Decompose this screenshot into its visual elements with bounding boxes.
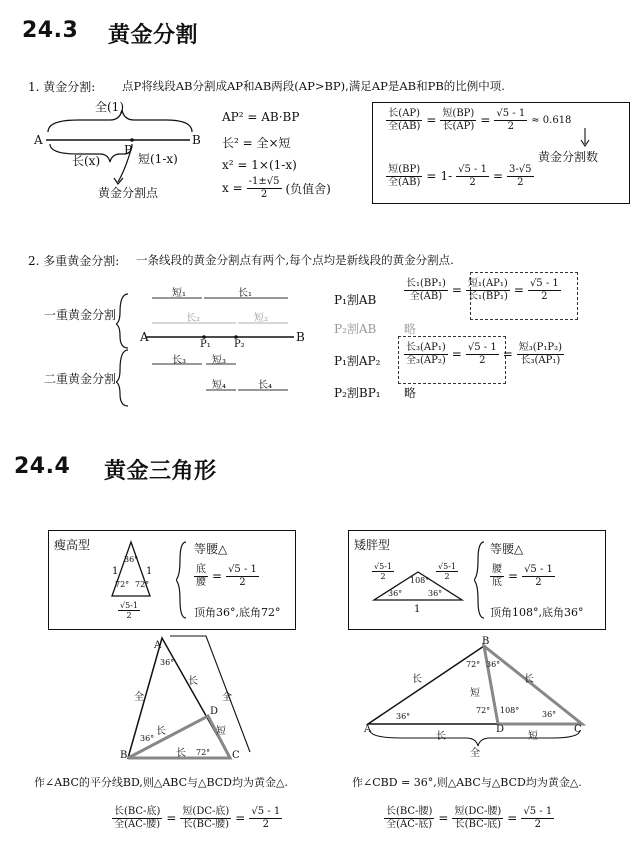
thin-value-den: 2 bbox=[239, 576, 246, 588]
label-long3: 长₃ bbox=[172, 355, 187, 366]
m2-a-den: 全₃(AP₂) bbox=[406, 354, 446, 366]
r2-c bbox=[507, 164, 533, 188]
thin-side-left: 1 bbox=[112, 566, 119, 577]
fat-brace bbox=[474, 540, 486, 620]
brace-second bbox=[116, 350, 128, 406]
rf-angle-72-D: 72° bbox=[476, 706, 491, 715]
multi-ratio-2: $\frac{\text{长₃(AP₁)}}{\text{全₃(AP₂)}}$ = $\frac{√5 - 1}{2}$ = $\frac{\text{短₃(P₁P₂)}}{\text{长₃(AP₁)}}$ bbox=[406, 342, 563, 366]
fat-side-left-frac bbox=[372, 562, 394, 581]
m1-a-den: 全(AB) bbox=[409, 290, 443, 302]
thin-ratio: $\frac{\text{底}}{\text{腰}}$ = $\frac{√5 - 1}{2}$ bbox=[196, 564, 257, 588]
r1-a bbox=[386, 108, 422, 132]
fat-base-angle-left: 36° bbox=[388, 589, 403, 598]
rf-angle-72-B: 72° bbox=[466, 660, 481, 669]
m2-b-num: √5 - 1 bbox=[467, 342, 497, 353]
paragraph-1-label: 1. 黄金分割: bbox=[28, 80, 96, 94]
thin-apex-angle: 36° bbox=[124, 555, 139, 564]
r2-b-num: √5 - 1 bbox=[458, 164, 487, 175]
rf-label-whole: 全 bbox=[470, 748, 480, 759]
fat-apex-angle: 108° bbox=[410, 576, 430, 585]
thin-brace bbox=[176, 540, 188, 620]
omit-2: 略 bbox=[404, 386, 417, 400]
lf-label-long-2: 长 bbox=[156, 726, 166, 737]
rf-label-C: C bbox=[574, 724, 582, 735]
label-short3: 短₃ bbox=[212, 355, 227, 366]
m1-b bbox=[466, 278, 510, 302]
r2-b-den: 2 bbox=[469, 176, 476, 188]
right-golden-triangle-figure bbox=[362, 640, 598, 764]
fat-side-right bbox=[436, 562, 458, 581]
rf-label-A: A bbox=[364, 724, 372, 735]
r1-a-den: 全(AB) bbox=[388, 120, 421, 132]
eq4-num: -1±√5 bbox=[248, 176, 280, 187]
rf-angle-36-C: 36° bbox=[542, 710, 557, 719]
r1-a-num: 长(AP) bbox=[388, 108, 421, 119]
lf-a-num: 长(BC-底) bbox=[114, 806, 161, 817]
lf-c bbox=[249, 806, 282, 830]
rf-label-short-1: 短 bbox=[470, 688, 480, 699]
label-long4: 长₄ bbox=[258, 380, 273, 391]
rf-label-long-3: 长 bbox=[436, 731, 446, 742]
lf-b-num: 短(DC-底) bbox=[182, 806, 230, 817]
r2-b-lead: 1- bbox=[440, 169, 453, 183]
lf-label-A: A bbox=[154, 640, 162, 651]
lf-c-den: 2 bbox=[262, 818, 269, 830]
lf-label-whole-right: 全 bbox=[222, 692, 232, 703]
label-P2: P₂ bbox=[234, 339, 245, 350]
fat-ratio-num: 腰 bbox=[492, 564, 502, 575]
m1-c-num: √5 - 1 bbox=[529, 278, 559, 289]
r2-c-den: 2 bbox=[517, 176, 524, 188]
eq4-fraction bbox=[247, 176, 282, 200]
golden-number-arrow bbox=[578, 128, 592, 148]
whole-side-bracket bbox=[170, 636, 250, 752]
fat-base: 1 bbox=[414, 604, 421, 615]
lf-angle-36-B: 36° bbox=[140, 734, 155, 743]
r2-b bbox=[456, 164, 489, 188]
thin-ratio-frac bbox=[194, 564, 208, 588]
fat-base-angle-right: 36° bbox=[428, 589, 443, 598]
fat-side-left-num: √5-1 bbox=[374, 562, 392, 571]
rf-angle-36-B: 36° bbox=[486, 660, 501, 669]
r2-a-den: 全(AB) bbox=[388, 176, 421, 188]
label-short4: 短₄ bbox=[212, 380, 227, 391]
lf-label-D: D bbox=[210, 706, 219, 717]
thin-ratio-den: 腰 bbox=[196, 576, 206, 588]
eq4-den: 2 bbox=[260, 188, 268, 200]
r1-b bbox=[440, 108, 476, 132]
fat-side-left bbox=[372, 562, 394, 581]
right-final-ratio: $\frac{\text{长(BC-腰)}}{\text{全(AC-底)}}$ = $\frac{\text{短(DC-腰)}}{\text{长(BC-底)}}$ = $\frac{√5 - 1}{2}$ bbox=[386, 806, 553, 830]
equation-1: AP² = AB·BP bbox=[222, 110, 300, 124]
rf-angle-36-A: 36° bbox=[396, 712, 411, 721]
paragraph-2-label: 2. 多重黄金分割: bbox=[28, 254, 120, 268]
eq4-lhs: x = bbox=[222, 181, 243, 195]
m2-a bbox=[404, 342, 448, 366]
first-split-label: 一重黄金分割 bbox=[44, 308, 117, 322]
label-short1: 短₁ bbox=[172, 288, 187, 299]
lf-label-whole-left: 全 bbox=[134, 692, 144, 703]
label-B-2: B bbox=[296, 330, 305, 344]
label-whole: 全(1) bbox=[95, 100, 124, 114]
m2-b bbox=[466, 342, 499, 366]
m1-a bbox=[404, 278, 448, 302]
point-P-dot bbox=[130, 138, 134, 142]
right-caption: 作∠CBD = 36°,则△ABC与△BCD均为黄金△. bbox=[352, 776, 582, 789]
label-long2: 长₂ bbox=[186, 313, 201, 324]
rf-label-long-2: 长 bbox=[524, 674, 534, 685]
rf-a-num: 长(BC-腰) bbox=[386, 806, 433, 817]
r1-b-num: 短(BP) bbox=[442, 108, 475, 119]
label-golden-point: 黄金分割点 bbox=[98, 186, 159, 200]
cut-label-4: P₂割BP₁ bbox=[334, 386, 381, 400]
r2-c-num: 3-√5 bbox=[509, 164, 532, 175]
fat-angles: 顶角108°,底角36° bbox=[490, 606, 584, 619]
thin-base-den: 2 bbox=[126, 611, 132, 621]
fat-side-right-frac bbox=[436, 562, 458, 581]
thin-ratio-num: 底 bbox=[196, 564, 206, 575]
paragraph-2-text: 一条线段的黄金分割点有两个,每个点均是新线段的黄金分割点. bbox=[136, 253, 454, 267]
rf-b-den: 长(BC-底) bbox=[454, 818, 502, 830]
lf-angle-72-C: 72° bbox=[196, 748, 211, 757]
thin-side-right: 1 bbox=[146, 566, 153, 577]
paragraph-1-text: 点P将线段AB分割成AP和AB两段(AP>BP),满足AP是AB和PB的比例中项. bbox=[122, 79, 505, 93]
cut-label-1: P₁割AB bbox=[334, 293, 377, 307]
lf-b bbox=[180, 806, 231, 830]
multi-ratio-1: $\frac{\text{长₁(BP₁)}}{\text{全(AB)}}$ = $\frac{\text{短₁(AP₁)}}{\text{长₁(BP₁)}}$ = $\frac{√5 - 1}{2}$ bbox=[406, 278, 559, 302]
label-short2: 短₂ bbox=[254, 313, 269, 324]
r1-b-den: 长(AP) bbox=[442, 120, 475, 132]
m2-b-den: 2 bbox=[479, 354, 486, 366]
fat-side-right-num: √5-1 bbox=[438, 562, 456, 571]
cut-label-2: P₂割AB bbox=[334, 322, 377, 336]
section-number-24-4: 24.4 bbox=[14, 454, 71, 479]
lf-label-long-3: 长 bbox=[176, 748, 186, 759]
m1-c bbox=[528, 278, 561, 302]
thin-type-label: 瘦高型 bbox=[54, 538, 91, 552]
label-P: P bbox=[124, 143, 133, 157]
triangle-BCD-right bbox=[484, 646, 582, 724]
m2-a-num: 长₃(AP₁) bbox=[406, 342, 446, 353]
lf-label-short: 短 bbox=[216, 726, 226, 737]
label-P1: P₁ bbox=[200, 339, 211, 350]
rf-c-num: √5 - 1 bbox=[523, 806, 553, 817]
thin-value-num: √5 - 1 bbox=[228, 564, 257, 575]
thin-base-angle-right: 72° bbox=[135, 580, 150, 589]
fat-side-right-den: 2 bbox=[444, 572, 450, 582]
r2-a-num: 短(BP) bbox=[388, 164, 421, 175]
m2-c-num: 短₃(P₁P₂) bbox=[518, 342, 563, 353]
rf-a bbox=[384, 806, 434, 830]
brace-first bbox=[116, 294, 128, 348]
fat-type-label: 矮胖型 bbox=[354, 538, 391, 552]
fat-ratio-frac bbox=[490, 564, 504, 588]
label-B: B bbox=[192, 133, 201, 147]
ratio-row-2: $\frac{\text{短(BP)}}{\text{全(AB)}}$ = 1- $\frac{√5 - 1}{2}$ = $\frac{3-√5}{2}$ bbox=[388, 164, 532, 188]
eq4-note: (负值舍) bbox=[285, 181, 331, 196]
fat-isosceles: 等腰△ bbox=[490, 542, 524, 556]
thin-angles: 顶角36°,底角72° bbox=[194, 606, 281, 619]
omit-1: 略 bbox=[404, 322, 417, 336]
label-A: A bbox=[34, 133, 43, 147]
lf-angle-36-apex: 36° bbox=[160, 658, 175, 667]
golden-number-label: 黄金分割数 bbox=[538, 150, 599, 164]
m1-b-num: 短₁(AP₁) bbox=[468, 278, 508, 289]
thin-value-frac bbox=[226, 564, 259, 588]
fat-value-num: √5 - 1 bbox=[524, 564, 553, 575]
label-long-x: 长(x) bbox=[72, 154, 101, 168]
lf-label-C: C bbox=[232, 750, 240, 761]
fat-value-den: 2 bbox=[535, 576, 542, 588]
section-title-golden-triangle: 黄金三角形 bbox=[104, 459, 217, 484]
r1-c bbox=[494, 108, 527, 132]
m2-c bbox=[517, 342, 564, 366]
equation-4 bbox=[222, 176, 331, 200]
lf-c-num: √5 - 1 bbox=[251, 806, 281, 817]
r1-approx: ≈ 0.618 bbox=[531, 114, 572, 126]
rf-label-short-2: 短 bbox=[528, 731, 538, 742]
rf-label-B: B bbox=[482, 636, 490, 647]
label-A-2: A bbox=[140, 330, 149, 344]
rf-label-D: D bbox=[496, 724, 505, 735]
thin-base-num: √5-1 bbox=[120, 601, 138, 610]
cut-label-3: P₁割AP₂ bbox=[334, 354, 381, 368]
equation-2: 长² = 全×短 bbox=[222, 136, 291, 150]
lf-label-B: B bbox=[120, 750, 128, 761]
ratio-row-1: $\frac{\text{长(AP)}}{\text{全(AB)}}$ = $\frac{\text{短(BP)}}{\text{长(AP)}}$ = $\frac{√5 - 1}{2}$ ≈ 0.618 bbox=[388, 108, 572, 132]
section-title-golden-section: 黄金分割 bbox=[108, 23, 199, 48]
fat-ratio-den: 底 bbox=[492, 576, 502, 588]
rf-c bbox=[521, 806, 554, 830]
left-caption: 作∠ABC的平分线BD,则△ABC与△BCD均为黄金△. bbox=[34, 776, 288, 789]
rf-a-den: 全(AC-底) bbox=[386, 818, 433, 830]
lf-a-den: 全(AC-腰) bbox=[114, 818, 161, 830]
thin-base-frac bbox=[118, 601, 140, 620]
fat-value-frac bbox=[522, 564, 555, 588]
fat-side-left-den: 2 bbox=[380, 572, 386, 582]
second-split-label: 二重黄金分割 bbox=[44, 372, 117, 386]
label-short: 短(1-x) bbox=[138, 152, 178, 166]
lf-a bbox=[112, 806, 162, 830]
m2-c-den: 长₃(AP₁) bbox=[520, 354, 561, 366]
m1-c-den: 2 bbox=[541, 290, 548, 302]
section-number-24-3: 24.3 bbox=[22, 18, 79, 43]
m1-b-den: 长₁(BP₁) bbox=[467, 290, 508, 302]
equation-3: x² = 1×(1-x) bbox=[222, 158, 297, 172]
fat-ratio: $\frac{\text{腰}}{\text{底}}$ = $\frac{√5 - 1}{2}$ bbox=[492, 564, 553, 588]
thin-base-fraction bbox=[118, 601, 140, 620]
m1-a-num: 长₁(BP₁) bbox=[406, 278, 446, 289]
rf-c-den: 2 bbox=[534, 818, 541, 830]
lf-label-long-1: 长 bbox=[188, 676, 198, 687]
lf-b-den: 长(BC-腰) bbox=[182, 818, 230, 830]
rf-label-long-1: 长 bbox=[412, 674, 422, 685]
left-final-ratio: $\frac{\text{长(BC-底)}}{\text{全(AC-腰)}}$ = $\frac{\text{短(DC-底)}}{\text{长(BC-腰)}}$ = $\frac{√5 - 1}{2}$ bbox=[114, 806, 281, 830]
label-long1: 长₁ bbox=[238, 288, 253, 299]
rf-b bbox=[452, 806, 503, 830]
thin-isosceles: 等腰△ bbox=[194, 542, 228, 556]
thin-base-angle-left: 72° bbox=[115, 580, 130, 589]
rf-angle-108-D: 108° bbox=[500, 706, 520, 715]
r1-c-den: 2 bbox=[507, 120, 514, 132]
rf-b-num: 短(DC-腰) bbox=[454, 806, 502, 817]
r2-a bbox=[386, 164, 422, 188]
r1-c-num: √5 - 1 bbox=[496, 108, 526, 119]
